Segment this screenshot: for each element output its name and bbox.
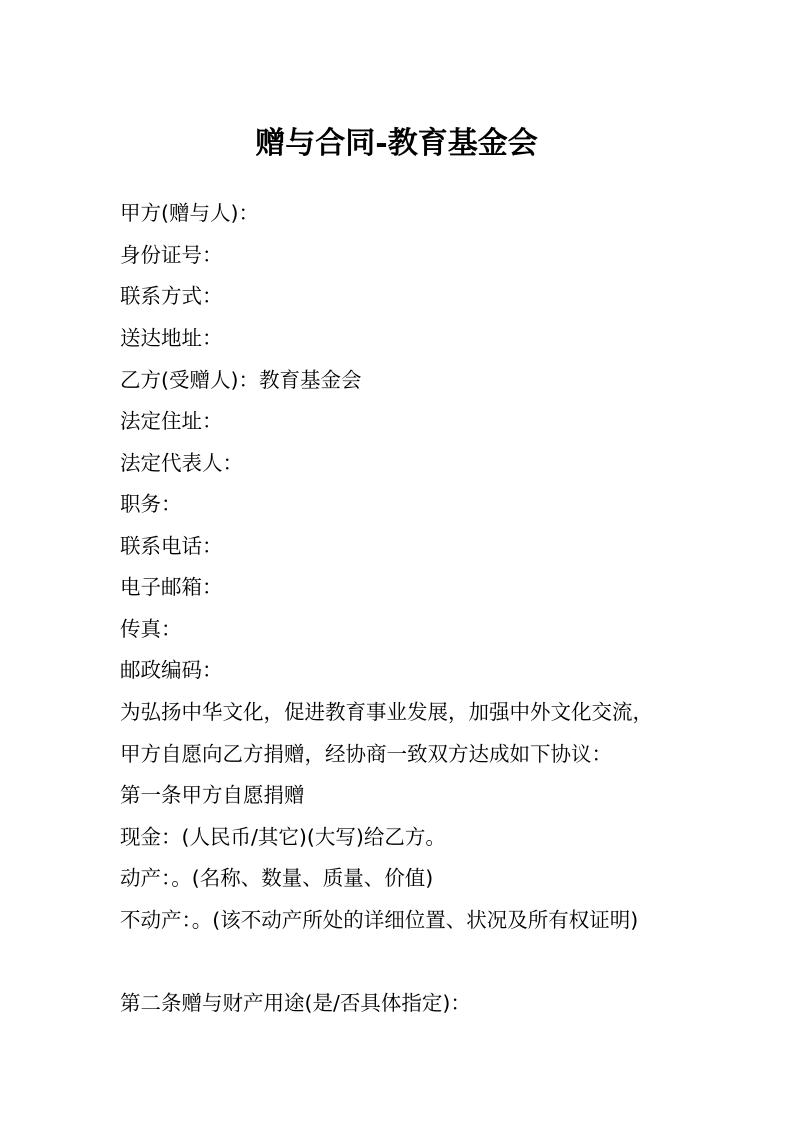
phone-line: 联系电话： (120, 534, 223, 558)
fax-line: 传真： (120, 617, 182, 641)
postal-code-line: 邮政编码： (120, 658, 223, 682)
donor-id-number-line: 身份证号： (120, 243, 223, 267)
article-1-heading: 第一条甲方自愿捐赠 (120, 783, 305, 807)
donee-party-line: 乙方(受赠人)：教育基金会 (120, 368, 362, 392)
article-1-movable-item: 动产：。(名称、数量、质量、价值) (120, 866, 434, 890)
article-2-heading: 第二条赠与财产用途(是/否具体指定)： (120, 991, 471, 1015)
article-1-cash-item: 现金：(人民币/其它)(大写)给乙方。 (120, 825, 446, 849)
position-line: 职务： (120, 492, 182, 516)
donee-legal-address-line: 法定住址： (120, 409, 223, 433)
legal-representative-line: 法定代表人： (120, 451, 243, 475)
donor-contact-line: 联系方式： (120, 284, 223, 308)
donor-party-line: 甲方(赠与人)： (120, 201, 259, 225)
donor-delivery-address-line: 送达地址： (120, 326, 223, 350)
preamble-line-1: 为弘扬中华文化，促进教育事业发展，加强中外文化交流， (120, 700, 653, 724)
email-line: 电子邮箱： (120, 575, 223, 599)
document-title: 赠与合同-教育基金会 (255, 126, 538, 161)
preamble-line-2: 甲方自愿向乙方捐赠，经协商一致双方达成如下协议： (120, 742, 612, 766)
article-1-immovable-item: 不动产：。(该不动产所处的详细位置、状况及所有权证明) (120, 908, 639, 932)
